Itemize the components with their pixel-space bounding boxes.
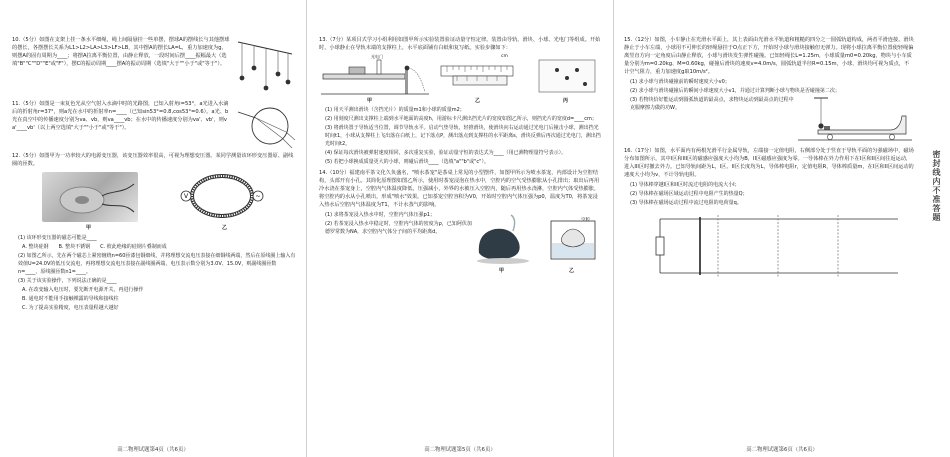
water-drop-diagram [236,100,296,152]
question-12-part-1: (1) 该环形变压器的磁芯可能是____ [18,235,97,241]
question-10 [12,36,296,98]
transformer-figures [12,170,296,232]
option-a: A. 整块硅钢 [22,244,49,250]
question-13-part-1: (1) 用天平测出滑块（含挡光片）的质量m1和小球的质量m2； [325,107,465,113]
question-16-part-1: (1) 导体棒穿越I区和II区时流过电阻的电流大小I； [630,182,740,188]
question-16-part-3: (3) 导体棒在磁场运动过程中流过电阻的电荷量q。 [630,200,742,206]
seal-line-warning: 密封线内不准答题 [932,150,941,222]
page-footer: 高二物理试题第4页（共6页） [117,447,189,453]
exam-page-5 [307,0,613,457]
question-16-part-2: (2) 导体棒在磁场区域运动过程中电阻产生的热量Q； [630,191,748,197]
cavity-label: 空腔 [581,218,590,223]
exam-page-6 [614,0,950,457]
toroid-icon [42,172,138,222]
question-13-part-4: (4) 保证每次滑块被弹射速度相同，多次重复实验，验证动量守恒的表达式为____（用已测物理量符号表示）。 [325,150,567,156]
question-16-text: 16.（17分）如图，水平面内有两根光滑平行金属导轨，左端接一定值电阻，右侧部分处于竖直于导轨平面的匀强磁场中，磁场分布如图所示，其中I区和III区的磁感应强度大小均为B，II区磁感应强度为零。一导体棒在外力作用下在I区和II区间往返运动，进入III区时撤去外力。已知导轨间距为L，I区、II区长度均为L，导体棒电阻r，定值电阻R，导体棒质量m，在I区和II区间运动的速度大小均为v，不计导轨电阻。 [624,148,914,178]
question-13-part-5: (5) 若把小球换成质量更大的小球，则碰后滑块____（选填"a""b"或"c"）。 [325,159,489,165]
question-13-part-2: (2) 用刻度尺测出支撑柱上端到水平地面的高度h，用游标卡尺测出挡光片的宽度如图乙所示，则挡光片的宽度d=____cm； [325,116,597,122]
question-15-part-3: (3) 若物块恰好能运动到圆弧轨道的最高点，求物块运动到最高点的过程中克服摩擦力做的功W。 [630,97,794,111]
question-14-part-1: (1) 求将茶宠浸入热水中时，空腔内气体压强p1； [325,212,436,218]
question-15-part-2: (2) 求小球与滑块碰撞后的瞬间小球速度大小v1，并通过计算判断小球与物块是否碰撞第二次； [630,88,840,94]
figure-label-c: 丙 [563,98,569,104]
trajectory-diagram [537,58,597,94]
cavity-diagram [545,215,601,263]
question-10-text: 10.（5分）如图在支架上挂一条水平细绳，绳上间隔悬挂一些单摆，摆球A的摆线长与其他摆球的摆长，各摆摆长关系为L1>L2>LA>L3>LF>LB，其中摆A的摆长LA=L，重力加速度为g，则摆A的固有周期为____；将摆A拉离平衡位置，由静止释放，一段时间后摆____振幅最大（选填"B""C""D""E"或"F"），摆C的振动周期____摆A的振动周期（选填"大于""小于"或"等于"）。 [12,37,230,67]
q12-part1-options [12,243,296,252]
figure-label-a: 甲 [367,98,373,104]
page-footer: 高二物理试题第5页（共6页） [424,447,496,453]
figure-label-b: 乙 [569,268,575,274]
question-14-text: 14.（10分）福建南平茶文化久负盛名，"喷水茶宠"是茶桌上常见的小型摆件，如图甲所示为喷水茶宠，内部设计为空腔结构，头部开有小孔。其简化原理图如图乙所示，使用时茶宠浸泡在热水中，空腔内的空气受热膨胀从小孔排出；取出后再用冷水浇在茶宠身上，空腔内气体温度降低，压强减小，外界的水被压入空腔内，随后再用热水浇淋，空腔内气体受热膨胀，将空腔内的水从小孔喷出，形成"喷水"效果。已知茶宠空腔容积为V0，开始时空腔内气体压强为p0，温度为T0，将茶宠浸入热水后空腔内气体温度为T1，不计水蒸气的影响。 [319,170,600,208]
rail-field-diagram [652,211,902,283]
question-13-text: 13.（7分）某项目式学习小组利用如图甲所示实验装置验证动量守恒定律。装置由导轨、滑块、小球、光电门等组成。开始时，小球静止在导轨末端的支撑柱上，水平底面铺有白纸和复写纸。实验步骤如下： [319,37,601,51]
option-b: B. 整块不锈钢 [58,244,91,250]
figure-label-b: 乙 [475,98,481,104]
tea-pet-figures [473,213,603,275]
question-12-part-2: (2) 如图乙所示，先在两个磁芯上紧密缠绕n=60匝漆包铜细线，并将理想交流电压表接在细铜线两端，然后在原线圈上输入有效值U=24.0V的低压交流电，再将理想交流电压表接在副线圈两端，电压表示数分别为3.0V、15.0V，则副线圈匝数n=____，原线圈匝数n1=____。 [18,253,296,275]
vernier-caliper-diagram [439,62,515,92]
svg-text:V: V [183,193,189,200]
figure-label-b: 乙 [222,225,228,231]
ruler-unit: cm [501,54,508,59]
question-15-part-1: (1) 求小球与滑块碰撞前的瞬时速度大小v0； [630,79,730,85]
momentum-figures [319,54,603,104]
exam-page-4 [0,0,306,457]
cart-track-diagram [794,96,914,144]
question-14-parts [319,211,473,277]
air-track-diagram [319,54,429,96]
svg-text:~: ~ [255,193,261,200]
photogate-label: 光电门 [371,54,383,59]
question-12-text: 12.（5分）如图甲为一功率较大的电源变压器，该变压器效率很高，可视为理想变压器。某同学测量该环形变压器原、副线圈的匝数。 [12,153,294,167]
tea-pet-icon [473,213,535,265]
option-c: C. 为了提高实验精度，电压表量程越大越好 [22,305,119,311]
transformer-photo [42,172,138,222]
option-c: C. 彼此绝缘的硅钢片叠制而成 [100,244,167,250]
question-14-part-2: (2) 若茶宠浸入热水中稳定时，空腔内气体的密度为ρ，已知阿伏加德罗常数为NA，求空腔内气体分子间的平均距离d。 [325,221,472,235]
question-14-lower [319,211,603,277]
figure-label-a: 甲 [499,268,505,274]
page-footer: 高二物理试题第6页（共6页） [746,447,818,453]
option-a: A. 在改变输入电压时，要先断开电源开关，再进行操作 [22,287,144,293]
question-15-lower [624,96,914,144]
transformer-circuit [174,170,270,224]
question-11 [12,100,296,152]
question-11-text: 11.（5分）如图是一束复色光从空气射入水滴中时的光路图，已知入射角i=53°，a光进入水滴后的折射角r=37°，则a光在水中的折射率n=____（已知sin53°=0.8,cos53°=0.6）。a光、b光在真空中的传播速度分别为va、vb，则va____vb；在水中的传播速度分别为va'、vb'，则va'____vb'（以上两空选填"大于""小于"或"等于"）。 [12,101,229,131]
option-b: B. 通电时不能用手接触裸露的导线和接线柱 [22,296,119,302]
figure-label-a: 甲 [86,225,92,231]
question-15-text: 15.（12分）如图，小车静止在光滑水平面上，其上表面由光滑水平轨道和粗糙的四分之一圆弧轨道构成，两者平滑连接。滑块静止于小车左端，小球用不可伸长的轻绳悬挂于O点正下方，开始时小球与滑块接触但无弹力。现将小球拉离平衡位置使轻绳偏离竖直方向一定角度后由静止释放，小球与滑块发生弹性碰撞。已知轻绳长L=1.25m，小球质量m0=0.20kg，物块与小车质量分别为m=0.20kg、M=0.60kg，碰撞后滑块的速度v=4.0m/s，圆弧轨道半径R=0.15m，小球、滑块均可视为质点，不计空气阻力，重力加速度g取10m/s²。 [624,37,914,75]
question-12-part-3: (3) 关于该实验操作，下列说法正确的是____ [18,278,117,284]
question-13-part-3: (3) 将滑块置于导轨适当位置，调节导轨水平。启动气垫导轨，轻推滑块，使滑块向右运动通过光电门后撞击小球，测出挡光时间t1，小球从支撑柱上飞出落在白纸上，记下落点P，测出落点到支撑柱的水平距离s，滑块反弹后再次通过光电门，测出挡光时间t2。 [325,125,601,147]
pendulum-diagram [234,36,296,98]
